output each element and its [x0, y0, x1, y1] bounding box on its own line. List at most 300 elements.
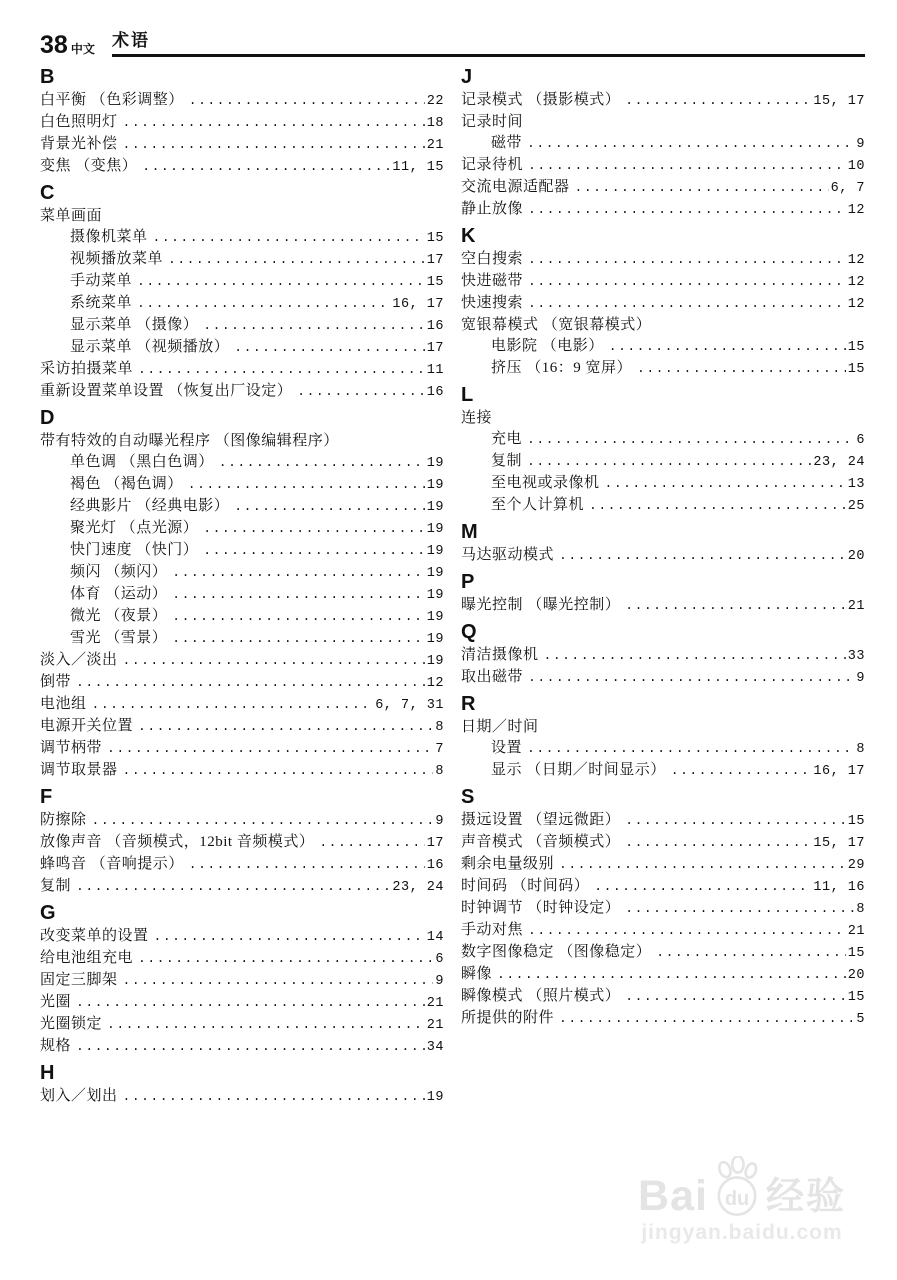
- entry-page-number: 15: [847, 990, 865, 1005]
- dot-leader: [625, 810, 846, 831]
- index-entry: [40, 112, 444, 134]
- index-entry: [40, 760, 444, 782]
- entry-page-number: 29: [847, 858, 865, 873]
- entry-page-number: 34: [426, 1040, 444, 1055]
- index-entry: [40, 249, 444, 271]
- index-entry: [461, 595, 865, 617]
- dot-leader: [528, 293, 846, 314]
- dot-leader: [92, 694, 374, 715]
- entry-term: 调节取景器: [40, 762, 118, 778]
- entry-page-number: 19: [426, 1090, 444, 1105]
- entry-term: 调节柄带: [40, 740, 103, 756]
- dot-leader: [589, 495, 846, 516]
- dot-leader: [76, 1036, 425, 1057]
- entry-page-number: 15: [847, 814, 865, 829]
- dot-leader: [172, 628, 425, 649]
- dot-leader: [528, 249, 846, 270]
- entry-page-number: 15: [847, 362, 865, 377]
- index-entry: [461, 293, 865, 315]
- entry-page-number: 20: [847, 968, 865, 983]
- entry-term: 连接: [461, 410, 493, 426]
- baidu-logo-text-cjk: 经验: [765, 1176, 846, 1219]
- entry-page-number: 15: [847, 340, 865, 355]
- entry-page-number: 15, 17: [813, 94, 865, 109]
- entry-page-number: 8: [856, 902, 865, 917]
- section-letter-H: H: [40, 1062, 55, 1084]
- dot-leader: [625, 986, 846, 1007]
- dot-leader: [528, 199, 846, 220]
- entry-term: 摄远设置 （望远微距）: [461, 812, 621, 828]
- entry-term: 瞬像模式 （照片模式）: [461, 988, 621, 1004]
- entry-term: 充电: [491, 431, 523, 447]
- entry-term: 显示菜单 （摄像）: [70, 317, 199, 333]
- entry-page-number: 8: [856, 742, 865, 757]
- index-entry: [40, 970, 444, 992]
- dot-leader: [123, 112, 425, 133]
- entry-page-number: 12: [426, 676, 444, 691]
- entry-page-number: 6, 7: [830, 181, 865, 196]
- entry-page-number: 19: [426, 500, 444, 515]
- entry-term: 数字图像稳定 （图像稳定）: [461, 944, 652, 960]
- entry-page-number: 17: [426, 836, 444, 851]
- index-entry: [461, 358, 865, 380]
- entry-term: 淡入／淡出: [40, 652, 118, 668]
- index-entry: [461, 90, 865, 112]
- entry-page-number: 19: [426, 610, 444, 625]
- index-entry: [40, 584, 444, 606]
- entry-page-number: 16, 17: [813, 764, 865, 779]
- entry-page-number: 22: [426, 94, 444, 109]
- dot-leader: [92, 810, 434, 831]
- entry-page-number: 17: [426, 341, 444, 356]
- dot-leader: [319, 832, 424, 853]
- page-title: 术语: [112, 31, 150, 50]
- entry-page-number: 6, 7, 31: [375, 698, 444, 713]
- index-entry: [40, 90, 444, 112]
- entry-term: 体育 （运动）: [70, 586, 168, 602]
- index-entry: [461, 155, 865, 177]
- index-entry: [40, 474, 444, 496]
- index-entry: [461, 738, 865, 760]
- entry-term: 光圈锁定: [40, 1016, 103, 1032]
- entry-term: 防擦除: [40, 812, 87, 828]
- index-entry: [40, 452, 444, 474]
- index-entry: [40, 518, 444, 540]
- index-entry: [461, 336, 865, 358]
- index-entry: [40, 606, 444, 628]
- entry-page-number: 9: [435, 974, 444, 989]
- entry-page-number: 12: [847, 253, 865, 268]
- dot-leader: [559, 545, 846, 566]
- entry-term: 所提供的附件: [461, 1010, 555, 1026]
- section-letter-K: K: [461, 225, 476, 247]
- dot-leader: [76, 672, 425, 693]
- section-letter-R: R: [461, 693, 476, 715]
- index-entry: [461, 898, 865, 920]
- index-group-header: [461, 315, 865, 336]
- dot-leader: [168, 249, 425, 270]
- entry-term: 时间码 （时间码）: [461, 878, 590, 894]
- index-entry: [40, 992, 444, 1014]
- index-entry: [40, 650, 444, 672]
- index-entry: [40, 540, 444, 562]
- entry-term: 单色调 （黑白色调）: [70, 454, 214, 470]
- index-entry: [40, 227, 444, 249]
- entry-term: 时钟调节 （时钟设定）: [461, 900, 621, 916]
- entry-term: 瞬像: [461, 966, 493, 982]
- entry-term: 记录待机: [461, 157, 524, 173]
- dot-leader: [154, 926, 425, 947]
- dot-leader: [142, 156, 390, 177]
- entry-term: 曝光控制 （曝光控制）: [461, 597, 621, 613]
- dot-leader: [189, 90, 425, 111]
- index-entry: [40, 810, 444, 832]
- entry-term: 规格: [40, 1038, 72, 1054]
- section-letter-C: C: [40, 182, 55, 204]
- entry-term: 快门速度 （快门）: [70, 542, 199, 558]
- entry-page-number: 11, 16: [813, 880, 865, 895]
- dot-leader: [107, 738, 433, 759]
- entry-term: 快进磁带: [461, 273, 524, 289]
- index-entry: [461, 271, 865, 293]
- entry-page-number: 21: [426, 996, 444, 1011]
- dot-leader: [297, 381, 425, 402]
- baidu-watermark: [606, 1156, 878, 1245]
- entry-term: 空白搜索: [461, 251, 524, 267]
- entry-term: 电源开关位置: [40, 718, 134, 734]
- entry-page-number: 15: [847, 946, 865, 961]
- dot-leader: [527, 133, 854, 154]
- index-entry: [461, 854, 865, 876]
- entry-term: 交流电源适配器: [461, 179, 570, 195]
- dot-leader: [153, 227, 425, 248]
- entry-page-number: 17: [426, 253, 444, 268]
- index-entry: [461, 760, 865, 782]
- entry-term: 变焦 （变焦）: [40, 158, 138, 174]
- index-entry: [40, 293, 444, 315]
- baidu-paw-icon: [711, 1156, 763, 1218]
- index-entry: [461, 942, 865, 964]
- index-entry: [461, 451, 865, 473]
- entry-page-number: 11, 15: [392, 160, 444, 175]
- entry-term: 挤压 （16：9 宽屏）: [491, 360, 633, 376]
- entry-term: 蜂鸣音 （音响提示）: [40, 856, 184, 872]
- entry-page-number: 19: [426, 522, 444, 537]
- entry-page-number: 12: [847, 203, 865, 218]
- dot-leader: [527, 738, 854, 759]
- index-columns: [40, 67, 865, 1108]
- entry-term: 系统菜单: [70, 295, 133, 311]
- entry-page-number: 16: [426, 319, 444, 334]
- index-entry: [461, 645, 865, 667]
- entry-term: 电池组: [40, 696, 87, 712]
- section-letter-B: B: [40, 66, 55, 88]
- index-group-header: [40, 206, 444, 227]
- entry-term: 记录时间: [461, 114, 524, 130]
- index-entry: [40, 381, 444, 403]
- entry-term: 声音模式 （音频模式）: [461, 834, 621, 850]
- entry-page-number: 21: [847, 924, 865, 939]
- dot-leader: [528, 920, 846, 941]
- entry-page-number: 11: [426, 363, 444, 378]
- dot-leader: [497, 964, 846, 985]
- entry-page-number: 9: [856, 671, 865, 686]
- entry-term: 频闪 （频闪）: [70, 564, 168, 580]
- index-group-header: [461, 408, 865, 429]
- dot-leader: [123, 970, 434, 991]
- entry-term: 手动对焦: [461, 922, 524, 938]
- entry-term: 光圈: [40, 994, 72, 1010]
- index-entry: [40, 1036, 444, 1058]
- entry-page-number: 6: [435, 952, 444, 967]
- index-entry: [461, 249, 865, 271]
- entry-term: 记录模式 （摄影模式）: [461, 92, 621, 108]
- dot-leader: [137, 271, 425, 292]
- entry-page-number: 8: [435, 720, 444, 735]
- index-group-header: [461, 717, 865, 738]
- dot-leader: [189, 854, 425, 875]
- index-entry: [40, 832, 444, 854]
- entry-term: 改变菜单的设置: [40, 928, 149, 944]
- dot-leader: [559, 854, 846, 875]
- index-entry: [40, 496, 444, 518]
- dot-leader: [188, 474, 425, 495]
- entry-term: 菜单画面: [40, 208, 103, 224]
- dot-leader: [625, 595, 846, 616]
- section-letter-J: J: [461, 66, 473, 88]
- entry-term: 摄像机菜单: [70, 229, 148, 245]
- entry-page-number: 18: [426, 116, 444, 131]
- watermark-url: jingyan.baidu.com: [641, 1221, 843, 1244]
- entry-page-number: 15: [426, 275, 444, 290]
- dot-leader: [203, 518, 425, 539]
- entry-page-number: 21: [847, 599, 865, 614]
- index-entry: [40, 628, 444, 650]
- section-letter-Q: Q: [461, 621, 477, 643]
- entry-term: 静止放像: [461, 201, 524, 217]
- section-letter-S: S: [461, 786, 475, 808]
- index-entry: [40, 315, 444, 337]
- entry-term: 电影院 （电影）: [491, 338, 604, 354]
- entry-page-number: 14: [426, 930, 444, 945]
- entry-term: 白平衡 （色彩调整）: [40, 92, 184, 108]
- index-entry: [461, 177, 865, 199]
- entry-term: 磁带: [491, 135, 523, 151]
- entry-term: 快速搜索: [461, 295, 524, 311]
- index-entry: [40, 1014, 444, 1036]
- index-entry: [461, 986, 865, 1008]
- dot-leader: [234, 337, 425, 358]
- index-column-left: [40, 67, 444, 1108]
- dot-leader: [123, 650, 425, 671]
- index-entry: [461, 495, 865, 517]
- index-entry: [461, 876, 865, 898]
- index-group-header: [461, 112, 865, 133]
- dot-leader: [123, 760, 434, 781]
- section-letter-D: D: [40, 407, 55, 429]
- entry-term: 经典影片 （经典电影）: [70, 498, 230, 514]
- dot-leader: [625, 832, 811, 853]
- dot-leader: [172, 606, 425, 627]
- index-entry: [461, 964, 865, 986]
- dot-leader: [123, 1086, 425, 1107]
- entry-page-number: 9: [435, 814, 444, 829]
- dot-leader: [219, 452, 425, 473]
- entry-page-number: 19: [426, 632, 444, 647]
- entry-term: 显示菜单 （视频播放）: [70, 339, 230, 355]
- dot-leader: [575, 177, 829, 198]
- section-letter-G: G: [40, 902, 56, 924]
- index-entry: [40, 716, 444, 738]
- section-letter-F: F: [40, 786, 53, 808]
- entry-page-number: 19: [426, 654, 444, 669]
- index-entry: [461, 667, 865, 689]
- index-entry: [461, 199, 865, 221]
- entry-term: 白色照明灯: [40, 114, 118, 130]
- dot-leader: [528, 271, 846, 292]
- language-label: 中文: [70, 42, 95, 56]
- entry-term: 放像声音 （音频模式，12bit 音频模式）: [40, 834, 315, 850]
- section-letter-M: M: [461, 521, 478, 543]
- entry-term: 清洁摄像机: [461, 647, 539, 663]
- dot-leader: [107, 1014, 425, 1035]
- page-header: [40, 26, 865, 57]
- entry-page-number: 19: [426, 588, 444, 603]
- entry-page-number: 12: [847, 275, 865, 290]
- entry-term: 重新设置菜单设置 （恢复出厂设定）: [40, 383, 293, 399]
- entry-term: 褐色 （褐色调）: [70, 476, 183, 492]
- baidu-logo-text-bai: Bai: [638, 1172, 708, 1220]
- index-entry: [461, 473, 865, 495]
- index-entry: [40, 694, 444, 716]
- index-entry: [40, 359, 444, 381]
- index-entry: [40, 926, 444, 948]
- dot-leader: [605, 473, 846, 494]
- entry-term: 日期／时间: [461, 719, 539, 735]
- dot-leader: [544, 645, 846, 666]
- entry-term: 微光 （夜景）: [70, 608, 168, 624]
- entry-term: 马达驱动模式: [461, 547, 555, 563]
- entry-page-number: 16: [426, 858, 444, 873]
- entry-page-number: 7: [435, 742, 444, 757]
- index-entry: [40, 562, 444, 584]
- index-entry: [461, 832, 865, 854]
- dot-leader: [138, 716, 433, 737]
- dot-leader: [137, 293, 390, 314]
- dot-leader: [656, 942, 846, 963]
- page-number-group: [40, 31, 112, 59]
- entry-page-number: 23, 24: [392, 880, 444, 895]
- dot-leader: [671, 760, 812, 781]
- dot-leader: [594, 876, 811, 897]
- dot-leader: [76, 992, 425, 1013]
- entry-page-number: 19: [426, 456, 444, 471]
- entry-term: 手动菜单: [70, 273, 133, 289]
- entry-term: 显示 （日期／时间显示）: [491, 762, 666, 778]
- index-entry: [40, 134, 444, 156]
- index-entry: [40, 156, 444, 178]
- entry-page-number: 19: [426, 566, 444, 581]
- entry-term: 雪光 （雪景）: [70, 630, 168, 646]
- dot-leader: [172, 562, 425, 583]
- entry-page-number: 10: [847, 159, 865, 174]
- entry-term: 采访拍摄菜单: [40, 361, 134, 377]
- entry-term: 复制: [40, 878, 72, 894]
- dot-leader: [528, 155, 846, 176]
- index-entry: [461, 545, 865, 567]
- index-group-header: [40, 431, 444, 452]
- dot-leader: [527, 451, 811, 472]
- entry-term: 给电池组充电: [40, 950, 134, 966]
- index-entry: [40, 337, 444, 359]
- index-entry: [40, 672, 444, 694]
- index-entry: [40, 1086, 444, 1108]
- entry-page-number: 8: [435, 764, 444, 779]
- index-entry: [461, 920, 865, 942]
- entry-term: 划入／划出: [40, 1088, 118, 1104]
- entry-term: 取出磁带: [461, 669, 524, 685]
- dot-leader: [138, 948, 433, 969]
- entry-term: 剩余电量级别: [461, 856, 555, 872]
- index-entry: [461, 1008, 865, 1030]
- header-rule: [112, 26, 865, 57]
- entry-page-number: 19: [426, 478, 444, 493]
- entry-term: 固定三脚架: [40, 972, 118, 988]
- index-entry: [40, 271, 444, 293]
- entry-page-number: 15, 17: [813, 836, 865, 851]
- entry-page-number: 16, 17: [392, 297, 444, 312]
- entry-term: 宽银幕模式 （宽银幕模式）: [461, 317, 652, 333]
- entry-term: 带有特效的自动曝光程序 （图像编辑程序）: [40, 433, 339, 449]
- entry-page-number: 12: [847, 297, 865, 312]
- index-entry: [40, 854, 444, 876]
- entry-term: 至电视或录像机: [491, 475, 600, 491]
- entry-page-number: 20: [847, 549, 865, 564]
- entry-page-number: 25: [847, 499, 865, 514]
- dot-leader: [527, 429, 854, 450]
- index-entry: [461, 429, 865, 451]
- dot-leader: [234, 496, 425, 517]
- entry-page-number: 21: [426, 1018, 444, 1033]
- dot-leader: [559, 1008, 854, 1029]
- entry-term: 背景光补偿: [40, 136, 118, 152]
- section-letter-L: L: [461, 384, 474, 406]
- dot-leader: [528, 667, 854, 688]
- entry-term: 视频播放菜单: [70, 251, 164, 267]
- entry-page-number: 6: [856, 433, 865, 448]
- entry-term: 设置: [491, 740, 523, 756]
- entry-page-number: 9: [856, 137, 865, 152]
- entry-page-number: 19: [426, 544, 444, 559]
- entry-page-number: 23, 24: [813, 455, 865, 470]
- entry-term: 至个人计算机: [491, 497, 585, 513]
- dot-leader: [203, 315, 425, 336]
- index-column-right: [461, 67, 865, 1108]
- section-letter-P: P: [461, 571, 475, 593]
- dot-leader: [76, 876, 390, 897]
- entry-term: 复制: [491, 453, 523, 469]
- entry-term: 聚光灯 （点光源）: [70, 520, 199, 536]
- dot-leader: [609, 336, 846, 357]
- dot-leader: [172, 584, 425, 605]
- index-entry: [40, 876, 444, 898]
- dot-leader: [138, 359, 425, 380]
- index-entry: [40, 738, 444, 760]
- dot-leader: [123, 134, 425, 155]
- dot-leader: [625, 90, 811, 111]
- entry-page-number: 21: [426, 138, 444, 153]
- dot-leader: [203, 540, 425, 561]
